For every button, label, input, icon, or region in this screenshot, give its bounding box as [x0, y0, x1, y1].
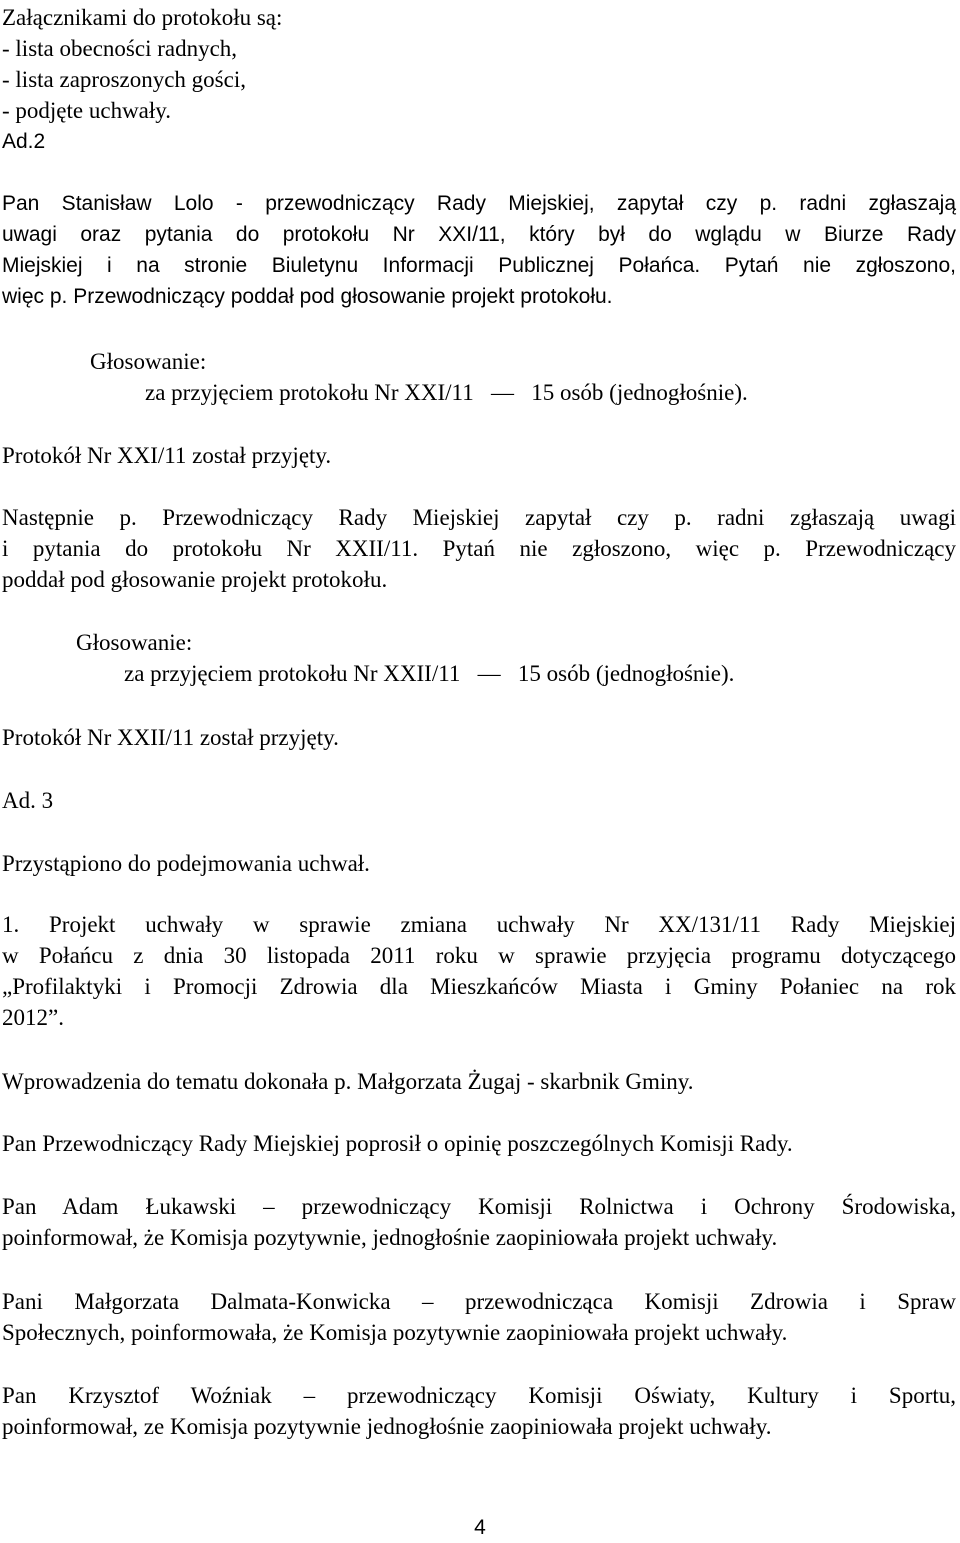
paragraph-line: Następnie p. Przewodniczący Rady Miejskiej zapytał czy p. radni zgłaszają uwagi	[2, 505, 956, 530]
paragraph-line: Pan Krzysztof Woźniak – przewodniczący Komisji Oświaty, Kultury i Sportu,	[2, 1383, 956, 1408]
ad3-heading-block	[2, 785, 956, 816]
paragraph-line: poddał pod głosowanie projekt protokołu.	[2, 567, 388, 592]
vote-label: Głosowanie:	[90, 349, 207, 374]
paragraph-line: w Połańcu z dnia 30 listopada 2011 roku w sprawie przyjęcia programu dotyczącego	[2, 943, 956, 968]
paragraph-line: 1. Projekt uchwały w sprawie zmiana uchwały Nr XX/131/11 Rady Miejskiej	[2, 912, 956, 937]
attachment-item: - podjęte uchwały.	[2, 98, 172, 123]
accepted-text: Protokół Nr XXI/11 został przyjęty.	[2, 443, 332, 468]
attachment-item: - lista zaproszonych gości,	[2, 67, 246, 92]
vote-label: Głosowanie:	[76, 630, 193, 655]
paragraph-line: poinformował, że Komisja pozytywnie, jednogłośnie zaopiniowała projekt uchwały.	[2, 1225, 778, 1250]
paragraph-line: poinformował, ze Komisja pozytywnie jednogłośnie zaopiniowała projekt uchwały.	[2, 1414, 772, 1439]
ad3-intro: Przystąpiono do podejmowania uchwał.	[2, 851, 370, 876]
ad2-paragraph	[2, 188, 956, 312]
paragraph-line: „Profilaktyki i Promocji Zdrowia dla Mieszkańców Miasta i Gminy Połaniec na rok	[2, 974, 956, 999]
introduction-text: Wprowadzenia do tematu dokonała p. Małgorzata Żugaj - skarbnik Gminy.	[2, 1069, 694, 1094]
request-text: Pan Przewodniczący Rady Miejskiej poprosił o opinię poszczególnych Komisji Rady.	[2, 1131, 793, 1156]
paragraph-line: Pan Stanisław Lolo - przewodniczący Rady Miejskiej, zapytał czy p. radni zgłaszają	[2, 192, 956, 215]
protocol-accepted-1	[2, 440, 956, 471]
vote-result: za przyjęciem protokołu Nr XXII/11 — 15 osób (jednogłośnie).	[124, 661, 735, 686]
vote-1	[2, 346, 956, 408]
attachments-heading: Załącznikami do protokołu są:	[2, 5, 283, 30]
paragraph-line: Pani Małgorzata Dalmata-Konwicka – przewodnicząca Komisji Zdrowia i Spraw	[2, 1289, 956, 1314]
protocol-accepted-2	[2, 722, 956, 753]
request-block	[2, 1128, 956, 1159]
paragraph-line: Społecznych, poinformowała, że Komisja pozytywnie zaopiniowała projekt uchwały.	[2, 1320, 788, 1345]
paragraph-line: 2012”.	[2, 1005, 64, 1030]
introduction-block	[2, 1066, 956, 1097]
paragraph-line: uwagi oraz pytania do protokołu Nr XXI/11, który był do wglądu w Biurze Rady	[2, 223, 956, 246]
ad2-heading: Ad.2	[2, 130, 46, 153]
paragraph-line: Miejskiej i na stronie Biuletynu Informacji Publicznej Połańca. Pytań nie zgłoszono,	[2, 254, 956, 277]
paragraph-line: Pan Adam Łukawski – przewodniczący Komisji Rolnictwa i Ochrony Środowiska,	[2, 1194, 956, 1219]
ad3-heading: Ad. 3	[2, 788, 54, 813]
page-number: 4	[474, 1516, 486, 1539]
vote-result: za przyjęciem protokołu Nr XXI/11 — 15 osób (jednogłośnie).	[145, 380, 748, 405]
opinion-3	[2, 1380, 956, 1442]
accepted-text: Protokół Nr XXII/11 został przyjęty.	[2, 725, 339, 750]
ad2-paragraph-2	[2, 502, 956, 595]
ad3-intro-block	[2, 848, 956, 879]
attachments-section	[2, 2, 956, 157]
paragraph-line: więc p. Przewodniczący poddał pod głosowanie projekt protokołu.	[2, 285, 613, 308]
opinion-1	[2, 1191, 956, 1253]
vote-2	[2, 627, 956, 689]
attachment-item: - lista obecności radnych,	[2, 36, 238, 61]
opinion-2	[2, 1286, 956, 1348]
resolution-1	[2, 909, 956, 1033]
paragraph-line: i pytania do protokołu Nr XXII/11. Pytań nie zgłoszono, więc p. Przewodniczący	[2, 536, 956, 561]
